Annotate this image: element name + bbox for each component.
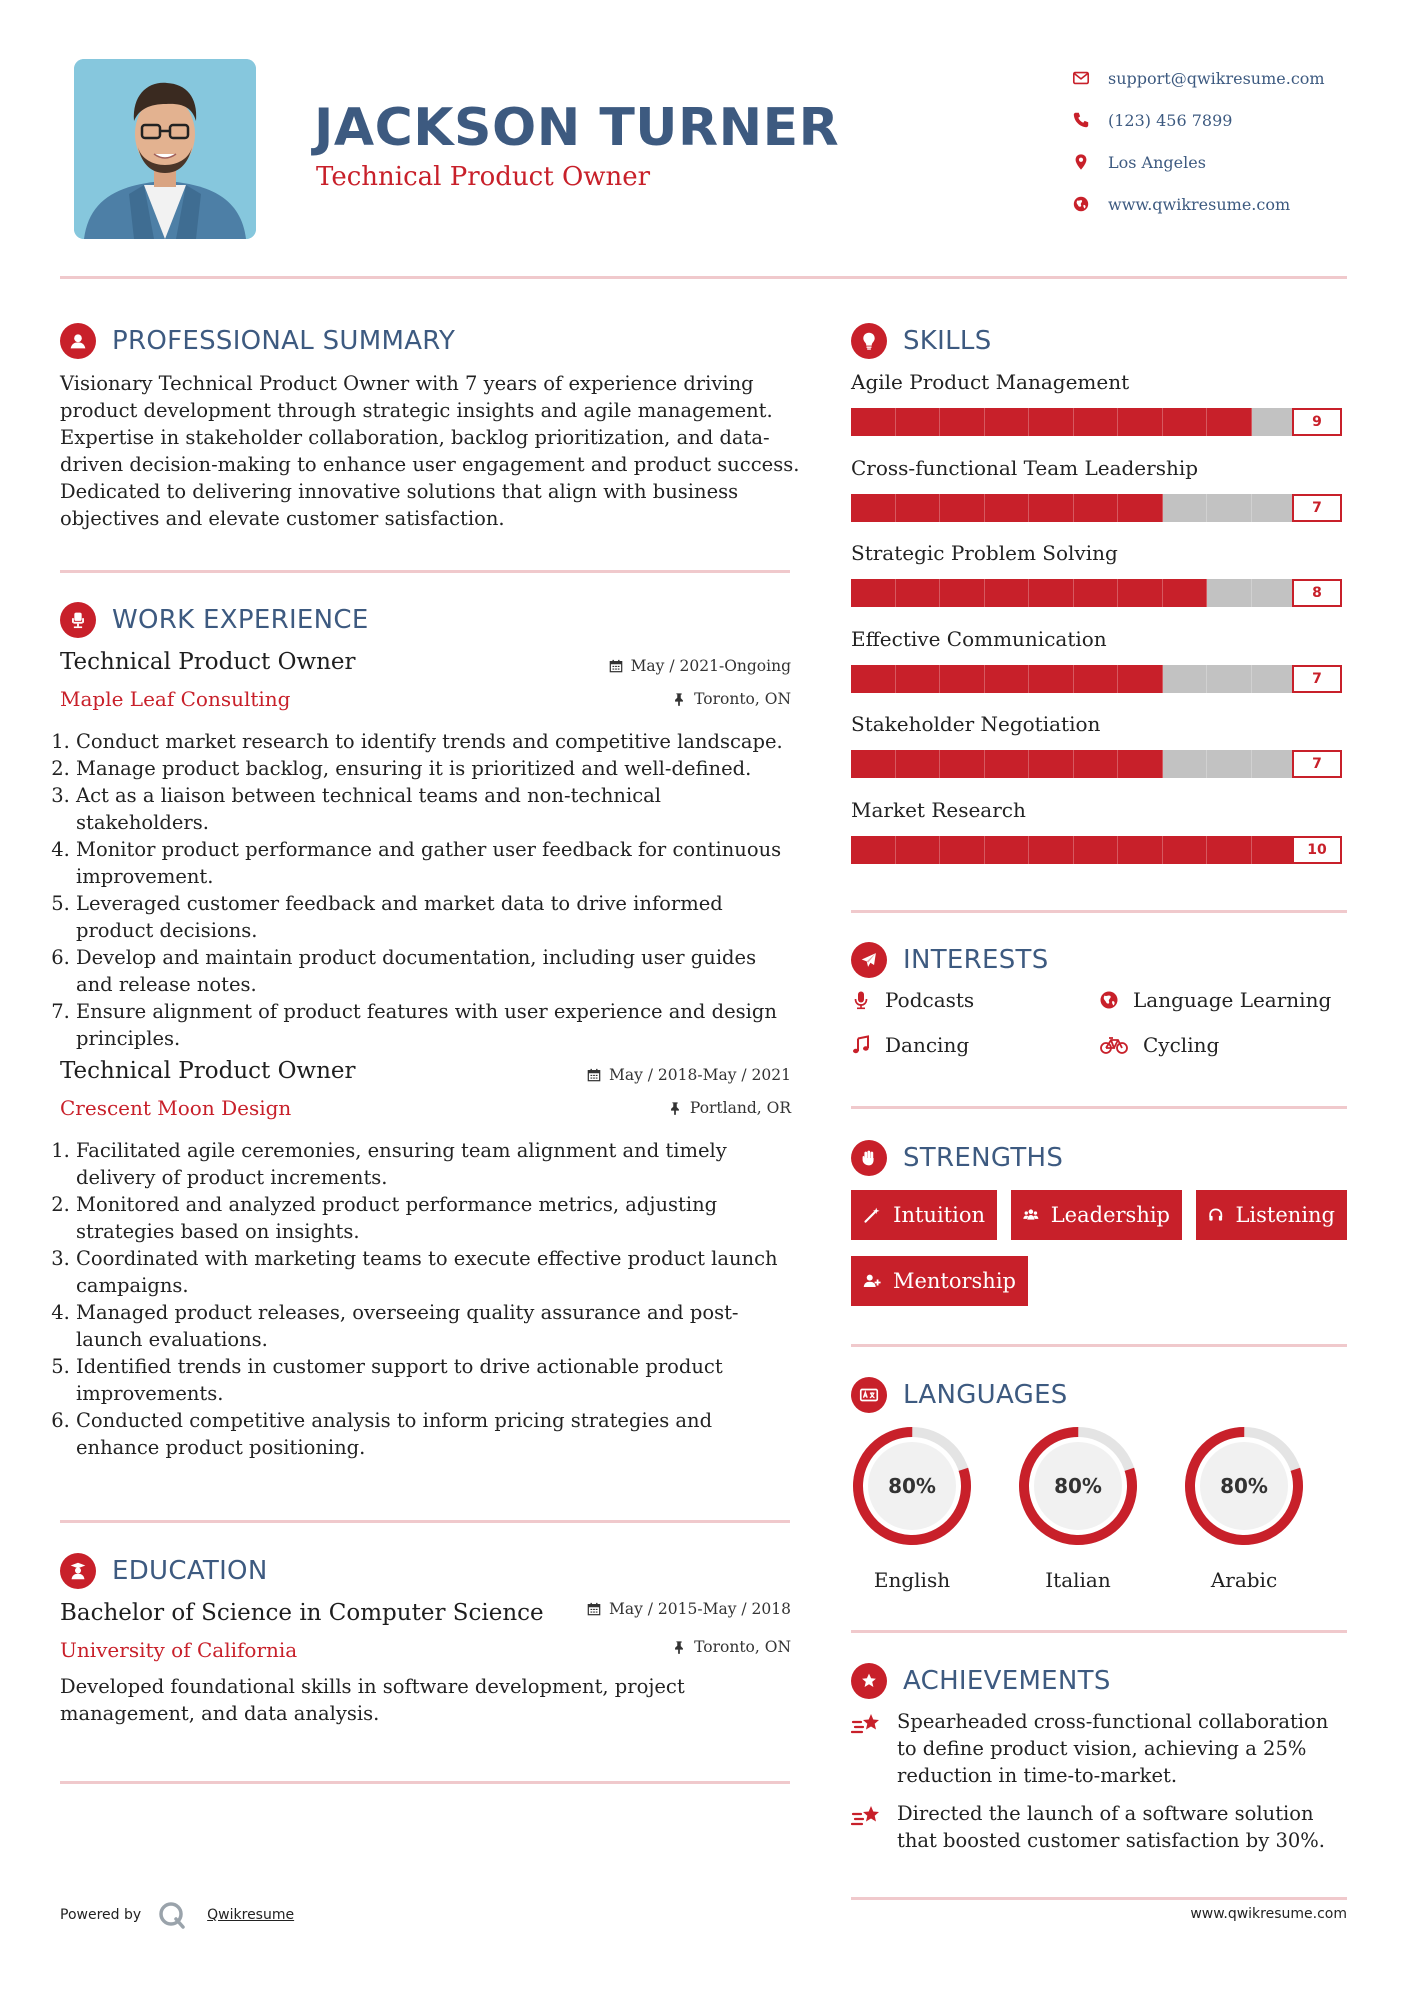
language-name: English bbox=[873, 1568, 951, 1592]
interests-heading bbox=[851, 942, 1049, 978]
skill-bar-segment bbox=[940, 579, 985, 607]
skill-bar-segment bbox=[940, 494, 985, 522]
skill-bar-segment bbox=[1029, 665, 1074, 693]
qwikresume-logo-icon bbox=[157, 1900, 187, 1930]
job-2-location-text: Portland, OR bbox=[689, 1099, 791, 1117]
graduate-icon bbox=[60, 1553, 96, 1589]
skill-value-badge: 9 bbox=[1292, 408, 1342, 436]
interests-title: INTERESTS bbox=[903, 945, 1049, 975]
education-degree: Bachelor of Science in Computer Science bbox=[60, 1600, 544, 1626]
list-item: 3. Coordinated with marketing teams to execute effective product launch campaigns. bbox=[76, 1245, 798, 1299]
list-item: 1. Facilitated agile ceremonies, ensuring team alignment and timely delivery of product increments. bbox=[76, 1137, 798, 1191]
achievement-item-2 bbox=[851, 1800, 1351, 1854]
strength-label: Leadership bbox=[1050, 1203, 1170, 1227]
education-location-text: Toronto, ON bbox=[694, 1638, 791, 1656]
strength-leadership bbox=[1011, 1190, 1182, 1240]
experience-title: WORK EXPERIENCE bbox=[112, 605, 369, 635]
skill-bar-segment bbox=[1163, 836, 1208, 864]
skill-bar-segment bbox=[1074, 408, 1119, 436]
achievements-heading bbox=[851, 1663, 1111, 1699]
skill-bar-segment bbox=[1029, 836, 1074, 864]
globe-icon bbox=[1099, 990, 1119, 1010]
skill-value-badge: 7 bbox=[1292, 750, 1342, 778]
skill-bar-segment bbox=[896, 836, 941, 864]
profile-photo-illustration bbox=[74, 59, 256, 239]
briefcase-chair-icon bbox=[60, 602, 96, 638]
skill-bar-segment bbox=[1252, 408, 1297, 436]
skill-bar-segment bbox=[1074, 665, 1119, 693]
skill-bar bbox=[851, 494, 1296, 522]
skill-value-badge: 7 bbox=[1292, 494, 1342, 522]
interest-label: Dancing bbox=[885, 1033, 970, 1057]
skills-divider bbox=[851, 910, 1347, 913]
skill-name: Stakeholder Negotiation bbox=[851, 712, 1101, 736]
education-dates-text: May / 2015-May / 2018 bbox=[608, 1600, 791, 1618]
strengths-heading bbox=[851, 1140, 1063, 1176]
skill-bar-segment bbox=[940, 836, 985, 864]
user-plus-icon bbox=[863, 1270, 881, 1292]
skill-bar-segment bbox=[1074, 836, 1119, 864]
skill-bar-segment bbox=[1163, 408, 1208, 436]
summary-divider bbox=[60, 570, 790, 573]
strength-label: Mentorship bbox=[892, 1269, 1016, 1293]
skill-bar-segment bbox=[1074, 750, 1119, 778]
calendar-icon bbox=[587, 1068, 601, 1082]
star-badge-icon bbox=[851, 1663, 887, 1699]
strength-intuition bbox=[851, 1190, 997, 1240]
music-note-icon bbox=[851, 1035, 871, 1055]
header-divider bbox=[60, 276, 1347, 279]
fist-icon bbox=[851, 1140, 887, 1176]
contact-location bbox=[1072, 141, 1325, 183]
contact-phone[interactable] bbox=[1072, 99, 1325, 141]
interest-label: Podcasts bbox=[885, 988, 975, 1012]
skill-bar-segment bbox=[940, 665, 985, 693]
language-name: Italian bbox=[1045, 1568, 1111, 1592]
skill-bar-segment bbox=[1118, 408, 1163, 436]
skills-heading bbox=[851, 323, 992, 359]
candidate-name: JACKSON TURNER bbox=[314, 98, 840, 158]
phone-icon bbox=[1072, 111, 1108, 129]
skill-bar-segment bbox=[1118, 836, 1163, 864]
language-percent: 80% bbox=[1054, 1474, 1102, 1498]
skill-value-badge: 10 bbox=[1292, 836, 1342, 864]
education-heading bbox=[60, 1553, 268, 1589]
interests-divider bbox=[851, 1106, 1347, 1109]
skill-bar-segment bbox=[896, 665, 941, 693]
skill-name: Effective Communication bbox=[851, 626, 1107, 651]
skill-bar-segment bbox=[940, 408, 985, 436]
job-2-dates bbox=[491, 1066, 791, 1084]
list-item: 7. Ensure alignment of product features with user experience and design principles. bbox=[76, 998, 798, 1052]
languages-divider bbox=[851, 1630, 1347, 1633]
job-1-location-text: Toronto, ON bbox=[694, 690, 791, 708]
list-item: 4. Monitor product performance and gather user feedback for continuous improvement. bbox=[76, 836, 798, 890]
achievement-text: Directed the launch of a software solution that boosted customer satisfaction by 30%. bbox=[897, 1802, 1325, 1852]
skill-bar-segment bbox=[985, 665, 1030, 693]
languages-title: LANGUAGES bbox=[903, 1380, 1068, 1410]
lightbulb-icon bbox=[851, 323, 887, 359]
interest-cycling bbox=[1099, 1033, 1219, 1057]
skill-bar-segment bbox=[1118, 579, 1163, 607]
contact-website-text: www.qwikresume.com bbox=[1108, 194, 1291, 214]
list-item: 2. Monitored and analyzed product performance metrics, adjusting strategies based on insights. bbox=[76, 1191, 798, 1245]
skill-bar bbox=[851, 408, 1296, 436]
skill-bar-segment bbox=[1118, 665, 1163, 693]
shooting-star-icon bbox=[851, 1802, 883, 1832]
language-item bbox=[1182, 1424, 1306, 1592]
education-text: Developed foundational skills in software development, project management, and data analysis. bbox=[60, 1675, 685, 1725]
skill-bar-segment bbox=[1074, 579, 1119, 607]
globe-icon bbox=[1072, 195, 1108, 213]
job-1-dates bbox=[491, 657, 791, 675]
achievements-title: ACHIEVEMENTS bbox=[903, 1666, 1111, 1696]
skill-bar-segment bbox=[1252, 836, 1297, 864]
list-item: 3. Act as a liaison between technical teams and non-technical stakeholders. bbox=[76, 782, 798, 836]
interest-label: Cycling bbox=[1143, 1033, 1220, 1057]
microphone-icon bbox=[851, 990, 871, 1010]
skill-bar-segment bbox=[896, 408, 941, 436]
skill-bar bbox=[851, 750, 1296, 778]
skill-bar-segment bbox=[1163, 579, 1208, 607]
job-2-company: Crescent Moon Design bbox=[60, 1096, 292, 1120]
list-item: 5. Identified trends in customer support to drive actionable product improvements. bbox=[76, 1353, 798, 1407]
language-percent: 80% bbox=[888, 1474, 936, 1498]
contact-phone-text: (123) 456 7899 bbox=[1108, 110, 1233, 130]
calendar-icon bbox=[609, 659, 623, 673]
list-item: 1. Conduct market research to identify trends and competitive landscape. bbox=[76, 728, 798, 755]
skill-bar-segment bbox=[1207, 750, 1252, 778]
summary-title: PROFESSIONAL SUMMARY bbox=[112, 326, 456, 356]
achievements-divider bbox=[851, 1897, 1347, 1900]
skill-bar-segment bbox=[1029, 494, 1074, 522]
skill-bar-segment bbox=[1207, 836, 1252, 864]
candidate-role: Technical Product Owner bbox=[316, 162, 651, 192]
skill-bar-segment bbox=[1252, 579, 1297, 607]
skill-bar bbox=[851, 579, 1296, 607]
list-item: 5. Leveraged customer feedback and market data to drive informed product decisions. bbox=[76, 890, 798, 944]
language-name: Arabic bbox=[1210, 1568, 1278, 1592]
list-item: 6. Conducted competitive analysis to inform pricing strategies and enhance product positioning. bbox=[76, 1407, 798, 1461]
powered-by-text: Powered by bbox=[60, 1907, 142, 1923]
skill-bar-segment bbox=[851, 836, 896, 864]
education-school: University of California bbox=[60, 1638, 298, 1662]
skill-bar-segment bbox=[851, 750, 896, 778]
skill-bar-segment bbox=[1118, 750, 1163, 778]
interest-label: Language Learning bbox=[1133, 988, 1332, 1012]
skill-bar-segment bbox=[1029, 408, 1074, 436]
magic-wand-icon bbox=[863, 1204, 881, 1226]
interest-podcasts bbox=[851, 988, 974, 1012]
job-1-title: Technical Product Owner bbox=[60, 649, 356, 675]
job-2-bullets bbox=[58, 1137, 798, 1461]
shooting-star-icon bbox=[851, 1710, 883, 1740]
location-pin-icon bbox=[1072, 153, 1108, 171]
language-percent: 80% bbox=[1220, 1474, 1268, 1498]
skill-bar-segment bbox=[1252, 665, 1297, 693]
skill-bar-segment bbox=[851, 665, 896, 693]
contact-location-text: Los Angeles bbox=[1108, 152, 1206, 172]
skill-bar-segment bbox=[1118, 494, 1163, 522]
strength-mentorship bbox=[851, 1256, 1028, 1306]
contact-website[interactable] bbox=[1072, 183, 1325, 225]
achievement-item-1 bbox=[851, 1708, 1351, 1789]
skill-bar-segment bbox=[1029, 750, 1074, 778]
contact-list bbox=[1072, 57, 1325, 225]
footer-powered-by bbox=[60, 1900, 294, 1930]
skill-bar-segment bbox=[1163, 750, 1208, 778]
skill-bar-segment bbox=[1207, 579, 1252, 607]
skill-bar-segment bbox=[1029, 579, 1074, 607]
user-icon bbox=[60, 323, 96, 359]
job-1-dates-text: May / 2021-Ongoing bbox=[630, 657, 791, 675]
skill-bar-segment bbox=[1252, 494, 1297, 522]
contact-email-text: support@qwikresume.com bbox=[1108, 68, 1325, 88]
headphones-icon bbox=[1208, 1204, 1223, 1226]
skill-bar bbox=[851, 665, 1296, 693]
skill-value-badge: 8 bbox=[1292, 579, 1342, 607]
skills-title: SKILLS bbox=[903, 326, 992, 356]
skill-bar-segment bbox=[985, 836, 1030, 864]
contact-email[interactable] bbox=[1072, 57, 1325, 99]
skill-bar-segment bbox=[1207, 494, 1252, 522]
strength-listening bbox=[1196, 1190, 1347, 1240]
profile-photo bbox=[74, 59, 256, 239]
skill-bar-segment bbox=[1252, 750, 1297, 778]
education-location bbox=[491, 1638, 791, 1656]
skill-bar-segment bbox=[940, 750, 985, 778]
job-1-location bbox=[491, 690, 791, 708]
education-title: EDUCATION bbox=[112, 1556, 268, 1586]
languages-heading bbox=[851, 1377, 1068, 1413]
strength-label: Intuition bbox=[893, 1203, 985, 1227]
language-item bbox=[850, 1424, 974, 1592]
experience-divider bbox=[60, 1520, 790, 1523]
envelope-icon bbox=[1072, 69, 1108, 87]
job-1-company: Maple Leaf Consulting bbox=[60, 687, 291, 711]
skill-bar-segment bbox=[896, 494, 941, 522]
calendar-icon bbox=[587, 1602, 601, 1616]
job-2-title: Technical Product Owner bbox=[60, 1058, 356, 1084]
skill-bar-segment bbox=[851, 494, 896, 522]
achievement-text: Spearheaded cross-functional collaboration to define product vision, achieving a 25% reduction in time-to-market. bbox=[897, 1710, 1329, 1787]
education-dates bbox=[491, 1600, 791, 1618]
skill-bar-segment bbox=[1207, 408, 1252, 436]
language-item bbox=[1016, 1424, 1140, 1592]
pushpin-icon bbox=[672, 1640, 686, 1654]
users-icon bbox=[1023, 1204, 1039, 1226]
list-item: 2. Manage product backlog, ensuring it is prioritized and well-defined. bbox=[76, 755, 798, 782]
skill-bar-segment bbox=[1074, 494, 1119, 522]
skill-bar-segment bbox=[851, 408, 896, 436]
skill-bar-segment bbox=[1163, 665, 1208, 693]
job-2-dates-text: May / 2018-May / 2021 bbox=[608, 1066, 791, 1084]
skill-bar-segment bbox=[896, 750, 941, 778]
skill-bar-segment bbox=[1163, 494, 1208, 522]
job-1-bullets bbox=[58, 728, 798, 1052]
list-item: 6. Develop and maintain product documentation, including user guides and release notes. bbox=[76, 944, 798, 998]
qwikresume-link[interactable]: Qwikresume bbox=[207, 1907, 295, 1923]
strengths-divider bbox=[851, 1344, 1347, 1347]
language-badge-icon bbox=[851, 1377, 887, 1413]
job-2-location bbox=[491, 1099, 791, 1117]
skill-name: Agile Product Management bbox=[851, 370, 1130, 394]
skill-name: Market Research bbox=[851, 797, 1026, 822]
skill-bar-segment bbox=[1207, 665, 1252, 693]
pushpin-icon bbox=[668, 1101, 682, 1115]
skill-bar-segment bbox=[896, 579, 941, 607]
summary-text: Visionary Technical Product Owner with 7 years of experience driving product development through strategic insights and agile management. Expertise in stakeholder collaboration, backlog prioritization, and data-driven decision-making to enhance user engagement and product success. Dedicated to delivering innovative solutions that align with business objectives and elevate customer satisfaction. bbox=[60, 372, 800, 530]
pushpin-icon bbox=[672, 692, 686, 706]
strength-label: Listening bbox=[1235, 1203, 1335, 1227]
skill-bar-segment bbox=[985, 579, 1030, 607]
strengths-title: STRENGTHS bbox=[903, 1143, 1064, 1173]
skill-name: Cross-functional Team Leadership bbox=[851, 455, 1199, 480]
bicycle-icon bbox=[1099, 1035, 1129, 1055]
skill-bar-segment bbox=[985, 408, 1030, 436]
summary-heading bbox=[60, 323, 455, 359]
skill-name: Strategic Problem Solving bbox=[851, 541, 1118, 565]
interest-language-learning bbox=[1099, 988, 1331, 1012]
paper-plane-icon bbox=[851, 942, 887, 978]
list-item: 4. Managed product releases, overseeing quality assurance and post-launch evaluations. bbox=[76, 1299, 798, 1353]
skill-bar-segment bbox=[985, 494, 1030, 522]
skill-value-badge: 7 bbox=[1292, 665, 1342, 693]
skill-bar bbox=[851, 836, 1296, 864]
interest-dancing bbox=[851, 1033, 969, 1057]
education-divider bbox=[60, 1781, 790, 1784]
skill-bar-segment bbox=[851, 579, 896, 607]
experience-heading bbox=[60, 602, 369, 638]
footer-website-link[interactable]: www.qwikresume.com bbox=[1190, 1906, 1347, 1922]
skill-bar-segment bbox=[985, 750, 1030, 778]
